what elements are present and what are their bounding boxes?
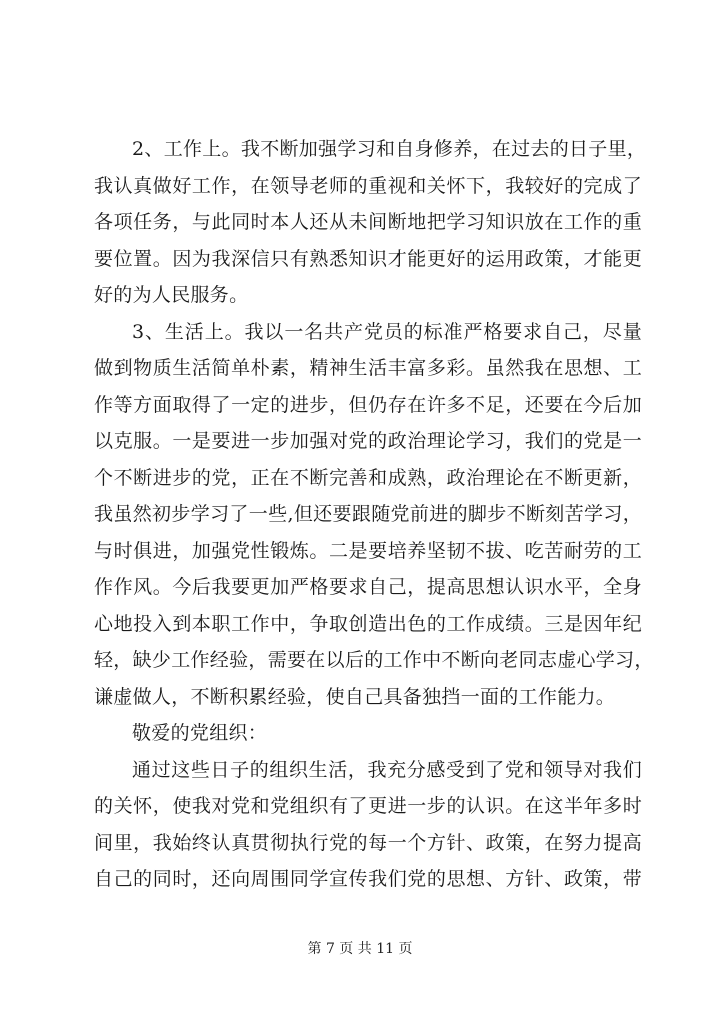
paragraph-org-line-3: 间里，我始终认真贯彻执行党的每一个方针、政策，在努力提高 xyxy=(94,831,642,854)
paragraph-work-line-3: 各项任务，与此同时本人还从未间断地把学习知识放在工作的重 xyxy=(94,211,642,233)
paragraph-work-line-5: 好的为人民服务。 xyxy=(94,284,249,306)
paragraph-life-line-7: 与时俱进，加强党性锻炼。二是要培养坚韧不拔、吃苦耐劳的工 xyxy=(94,539,642,562)
paragraph-life-line-8: 作作风。今后我要更加严格要求自己，提高思想认识水平，全身 xyxy=(94,576,642,598)
paragraph-work-line-1: 2、工作上。我不断加强学习和自身修养，在过去的日子里， xyxy=(132,138,647,160)
paragraph-work-line-2: 我认真做好工作，在领导老师的重视和关怀下，我较好的完成了 xyxy=(94,174,642,197)
paragraph-life-line-6: 我虽然初步学习了一些,但还要跟随党前进的脚步不断刻苦学习， xyxy=(94,503,642,525)
paragraph-life-line-9: 心地投入到本职工作中，争取创造出色的工作成绩。三是因年纪 xyxy=(94,612,642,635)
paragraph-life-line-10: 轻，缺少工作经验，需要在以后的工作中不断向老同志虚心学习， xyxy=(94,649,654,671)
salutation: 敬爱的党组织： xyxy=(132,722,268,744)
paragraph-life-line-4: 以克服。一是要进一步加强对党的政治理论学习，我们的党是一 xyxy=(94,430,642,452)
paragraph-org-line-4: 自己的同时，还向周围同学宣传我们党的思想、方针、政策，带 xyxy=(94,868,642,890)
paragraph-life-line-2: 做到物质生活简单朴素，精神生活丰富多彩。虽然我在思想、工 xyxy=(94,357,642,379)
paragraph-org-line-2: 的关怀，使我对党和党组织有了更进一步的认识。在这半年多时 xyxy=(94,795,642,817)
paragraph-life-line-11: 谦虚做人，不断积累经验，使自己具备独挡一面的工作能力。 xyxy=(94,685,616,708)
paragraph-life-line-3: 作等方面取得了一定的进步，但仍存在许多不足，还要在今后加 xyxy=(94,393,642,416)
page-number-footer: 第 7 页 共 11 页 xyxy=(307,941,413,957)
document-body xyxy=(94,131,654,898)
paragraph-org-line-1: 通过这些日子的组织生活，我充分感受到了党和领导对我们 xyxy=(132,758,642,781)
paragraph-life-line-5: 个不断进步的党，正在不断完善和成熟，政治理论在不断更新， xyxy=(94,466,642,489)
paragraph-work-line-4: 要位置。因为我深信只有熟悉知识才能更好的运用政策，才能更 xyxy=(94,247,642,270)
paragraph-life-line-1: 3、生活上。我以一名共产党员的标准严格要求自己，尽量 xyxy=(132,320,642,343)
